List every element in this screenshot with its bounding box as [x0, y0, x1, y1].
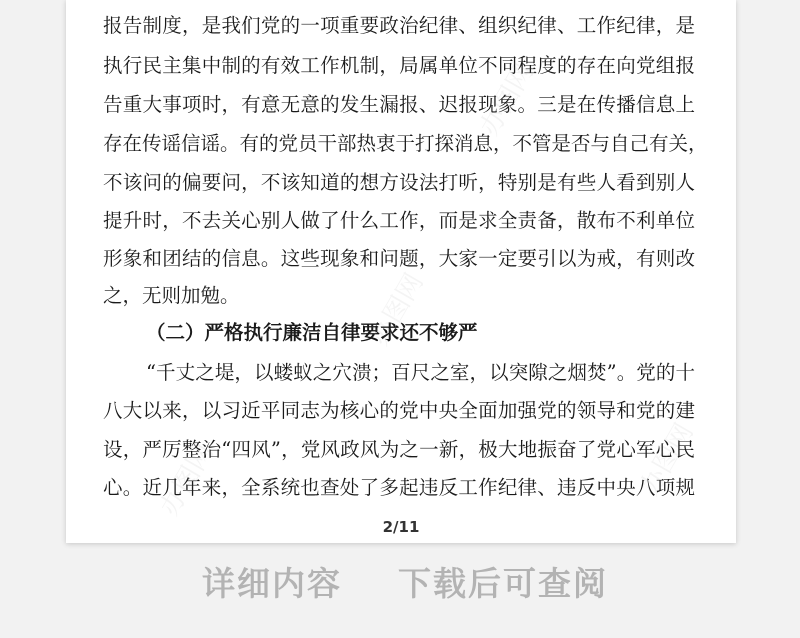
paragraph-line: 心。近几年来，全系统也查处了多起违反工作纪律、违反中央八项规 [103, 476, 695, 499]
paragraph-line: 报告制度，是我们党的一项重要政治纪律、组织纪律、工作纪律，是 [103, 14, 695, 37]
paragraph-line: 执行民主集中制的有效工作机制，局属单位不同程度的存在向党组报 [103, 54, 695, 77]
paragraph-line: 八大以来，以习近平同志为核心的党中央全面加强党的领导和党的建 [103, 399, 695, 422]
footer-left-text: 详细内容 [202, 564, 342, 603]
watermark: 办图网 [154, 438, 220, 522]
paragraph-line: 不该问的偏要问，不该知道的想方设法打听，特别是有些人看到别人 [103, 171, 695, 194]
paragraph-line: 形象和团结的信息。这些现象和问题，大家一定要引以为戒，有则改 [103, 247, 695, 270]
paragraph-line: 设，严厉整治“四风”，党风政风为之一新，极大地振奋了党心军心民 [103, 438, 695, 461]
paragraph-line: 提升时，不去关心别人做了什么工作，而是求全责备，散布不利单位 [103, 209, 695, 232]
watermark: 办图网 [364, 268, 430, 352]
footer-banner [0, 564, 800, 607]
paragraph-line: 存在传谣信谣。有的党员干部热衷于打探消息，不管是否与自己有关， [103, 132, 708, 155]
paragraph-line: “千丈之堤，以蝼蚁之穴溃；百尺之室，以突隙之烟焚”。党的十 [146, 361, 695, 384]
paragraph-line: 之，无则加勉。 [103, 284, 240, 307]
watermark: 办图网 [634, 418, 700, 502]
document-page [66, 0, 736, 543]
page-number: 2/11 [382, 518, 420, 536]
paragraph-line: 告重大事项时，有意无意的发生漏报、迟报现象。三是在传播信息上 [103, 93, 695, 116]
section-heading: （二）严格执行廉洁自律要求还不够严 [146, 321, 478, 344]
footer-right-text: 下载后可查阅 [398, 564, 608, 603]
watermark: 办图网 [474, 58, 540, 142]
